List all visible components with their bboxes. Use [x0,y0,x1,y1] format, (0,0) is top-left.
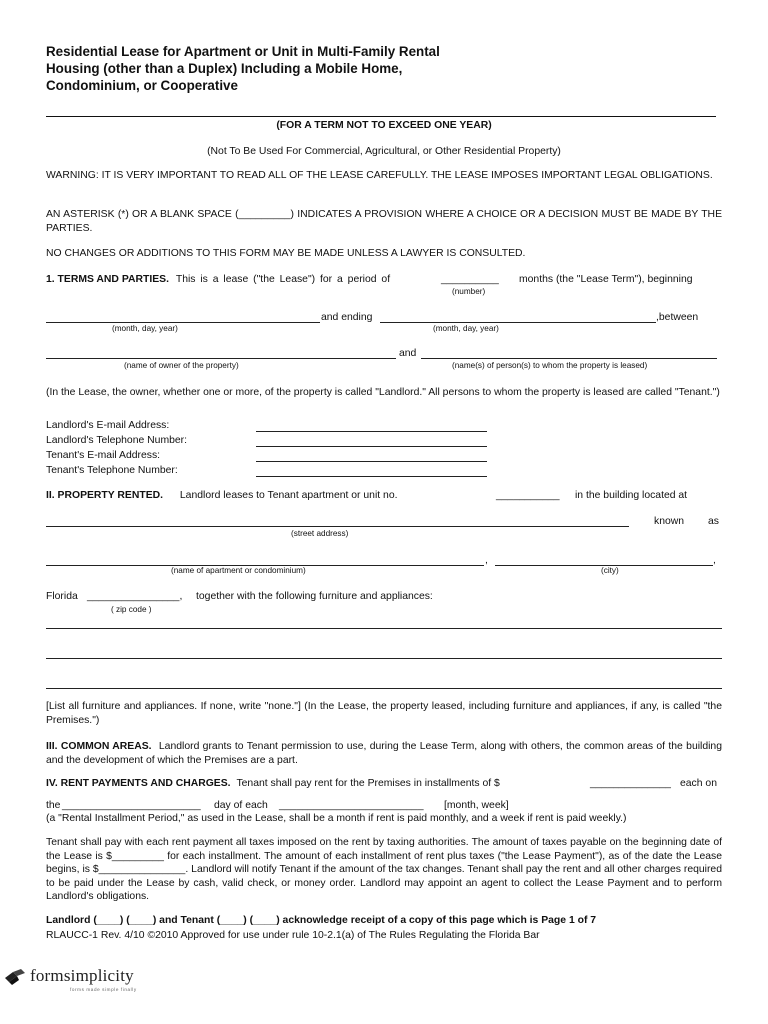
section-1-title: 1. TERMS AND PARTIES. [46,274,169,285]
landlord-phone-field[interactable] [256,446,487,447]
section-4-title: IV. RENT PAYMENTS AND CHARGES. [46,778,231,789]
section-2-text-a: Landlord leases to Tenant apartment or unit no. [179,490,398,501]
end-date-line[interactable] [380,322,656,323]
no-changes-note: NO CHANGES OR ADDITIONS TO THIS FORM MAY BE MADE UNLESS A LAWYER IS CONSULTED. [46,248,526,259]
section-2-text-b: in the building located at [575,490,688,501]
asterisk-note: AN ASTERISK (*) OR A BLANK SPACE (_________) INDICATES A PROVISION WHERE A CHOICE OR A DECISION MUST BE MADE BY THE PARTIES. [46,209,722,234]
text-furniture: together with the following furniture and appliances: [196,591,433,602]
text-as: as [708,516,719,527]
section-2-heading [46,490,398,502]
text-comma-2: , [713,555,716,566]
text-month-week: [month, week] [444,800,509,811]
rent-day-blank[interactable]: ________________________ [62,800,201,811]
logo-tagline: forms made simple finally [70,987,137,992]
text-and: and [399,348,417,359]
street-address-line[interactable] [46,526,629,527]
document-title [46,43,606,94]
lease-period-blank[interactable]: __________ [441,274,499,285]
rent-amount-blank[interactable]: ______________ [590,778,671,789]
furniture-line-2[interactable] [46,658,722,659]
title-line-2: Housing (other than a Duplex) Including a Mobile Home, [46,61,403,76]
section-3-text: Landlord grants to Tenant permission to use, during the Lease Term, along with others, the common areas of the building and the development of which the Premises are a part. [46,741,722,766]
section-2-title: II. PROPERTY RENTED. [46,490,164,501]
installment-note: (a "Rental Installment Period," as used in the Lease, shall be a month if rent is paid monthly, and a week if rent is paid weekly.) [46,813,627,824]
label-persons: (name(s) of person(s) to whom the property is leased) [452,361,648,370]
label-begin-date: (month, day, year) [112,324,178,333]
label-apartment: (name of apartment or condominium) [171,566,306,575]
section-1-text-b: months (the "Lease Term"), beginning [519,274,693,285]
term-note: (FOR A TERM NOT TO EXCEED ONE YEAR) [276,120,492,131]
landlord-phone-label: Landlord's Telephone Number: [46,435,188,446]
section-1-text-a: This is a lease ("the Lease") for a period of [175,274,391,285]
text-each-on: each on [680,778,717,789]
title-divider [46,116,716,117]
zip-code-blank[interactable]: ________________, [87,591,183,602]
tenant-email-label: Tenant's E-mail Address: [46,450,161,461]
warning-text: WARNING: IT IS VERY IMPORTANT TO READ ALL OF THE LEASE CAREFULLY. THE LEASE IMPOSES IMPORTANT LEGAL OBLIGATIONS. [46,170,713,181]
taxes-text: Tenant shall pay with each rent payment all taxes imposed on the rent by taxing authorities. The amount of taxes payable on the beginning date of the Lease is $_________ for each installment. The amount of each installment of rent plus taxes ("the Lease Payment"), as of the date the Lease begins, is $_______________. Landlord will notify Tenant if the amount of the tax changes. Tenant shall pay the rent and all other charges required to be paid under the Lease by cash, valid check, or money order. Landlord may appoint an agent to collect the Lease Payment and to perform Landlord's obligations. [46,837,722,903]
label-owner: (name of owner of the property) [124,361,239,370]
furniture-list-note: [List all furniture and appliances. If none, write "none."] (In the Lease, the property leased, including furniture and appliances, if any, is called "the Premises.") [46,701,722,726]
text-the: the [46,800,61,811]
tenant-phone-label: Tenant's Telephone Number: [46,465,178,476]
owner-name-line[interactable] [46,358,396,359]
text-florida: Florida [46,591,78,602]
title-line-3: Condominium, or Cooperative [46,78,238,93]
begin-date-line[interactable] [46,322,320,323]
label-city: (city) [601,566,619,575]
text-comma-1: , [485,555,488,566]
parties-definition: (In the Lease, the owner, whether one or more, of the property is called "Landlord." All persons to whom the property is leased are called "Tenant.") [46,387,720,398]
text-and-ending: and ending [321,312,373,323]
logo-name: formsimplicity [30,966,134,985]
label-number: (number) [452,287,486,296]
landlord-email-field[interactable] [256,431,487,432]
furniture-line-3[interactable] [46,688,722,689]
rent-period-blank[interactable]: _________________________ [279,800,424,811]
text-day-of-each: day of each [214,800,268,811]
tenant-email-field[interactable] [256,461,487,462]
title-line-1: Residential Lease for Apartment or Unit in Multi-Family Rental [46,44,440,59]
text-between: ,between [656,312,699,323]
section-4-heading [46,778,500,790]
unit-number-blank[interactable]: ___________ [496,490,560,501]
acknowledge-receipt: Landlord (____) (____) and Tenant (____) (____) acknowledge receipt of a copy of this page which is Page 1 of 7 [46,915,597,926]
label-street: (street address) [291,529,349,538]
section-1-heading [46,274,390,286]
section-3 [46,740,722,767]
form-code: RLAUCC-1 Rev. 4/10 ©2010 Approved for use under rule 10-2.1(a) of The Rules Regulating the Florida Bar [46,930,540,941]
section-4-text-a: Tenant shall pay rent for the Premises in installments of $ [236,778,500,789]
landlord-email-label: Landlord's E-mail Address: [46,420,170,431]
tenant-name-line[interactable] [421,358,717,359]
furniture-line-1[interactable] [46,628,722,629]
text-known: known [654,516,685,527]
label-zip: ( zip code ) [111,605,152,614]
tenant-phone-field[interactable] [256,476,487,477]
section-3-title: III. COMMON AREAS. [46,741,152,752]
label-end-date: (month, day, year) [433,324,499,333]
not-used-note: (Not To Be Used For Commercial, Agricultural, or Other Residential Property) [207,146,561,157]
book-logo-icon [4,968,30,986]
